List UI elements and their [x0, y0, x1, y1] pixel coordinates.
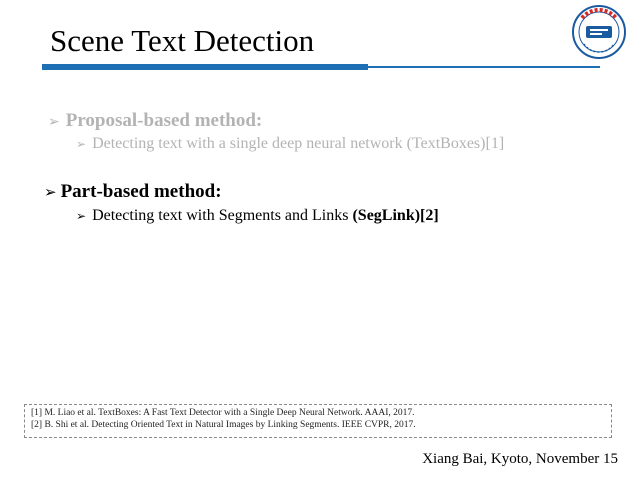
- bullet-heading: Part-based method:: [60, 181, 222, 202]
- arrow-bullet-icon: ➢: [76, 209, 87, 223]
- university-seal-logo: [562, 4, 636, 60]
- slide-footer: Xiang Bai, Kyoto, November 15: [422, 451, 618, 467]
- sub-bullet-bold-citation: (SegLink)[2]: [352, 207, 439, 224]
- slide-title: Scene Text Detection: [50, 23, 315, 58]
- bullet-heading: Proposal-based method:: [65, 110, 263, 131]
- sub-bullet-textboxes: [76, 135, 504, 153]
- sub-bullet-text: Detecting text with a single deep neural network (TextBoxes)[1]: [92, 135, 505, 152]
- bullet-proposal-based: [48, 110, 262, 132]
- sub-bullet-seglink: [76, 207, 439, 225]
- arrow-bullet-icon: ➢: [48, 114, 60, 130]
- sub-bullet-text: Detecting text with Segments and Links: [92, 207, 353, 224]
- references-box: [24, 404, 612, 438]
- arrow-bullet-icon: ➢: [44, 183, 57, 201]
- bullet-part-based: [44, 181, 222, 203]
- arrow-bullet-icon: ➢: [76, 137, 87, 151]
- reference-item: [2] B. Shi et al. Detecting Oriented Text in Natural Images by Linking Segments. IEEE CVPR, 2017.: [31, 420, 416, 430]
- reference-item: [1] M. Liao et al. TextBoxes: A Fast Text Detector with a Single Deep Neural Network. AAAI, 2017.: [31, 408, 415, 418]
- title-underline-thin: [368, 66, 600, 68]
- title-underline-thick: [42, 64, 368, 70]
